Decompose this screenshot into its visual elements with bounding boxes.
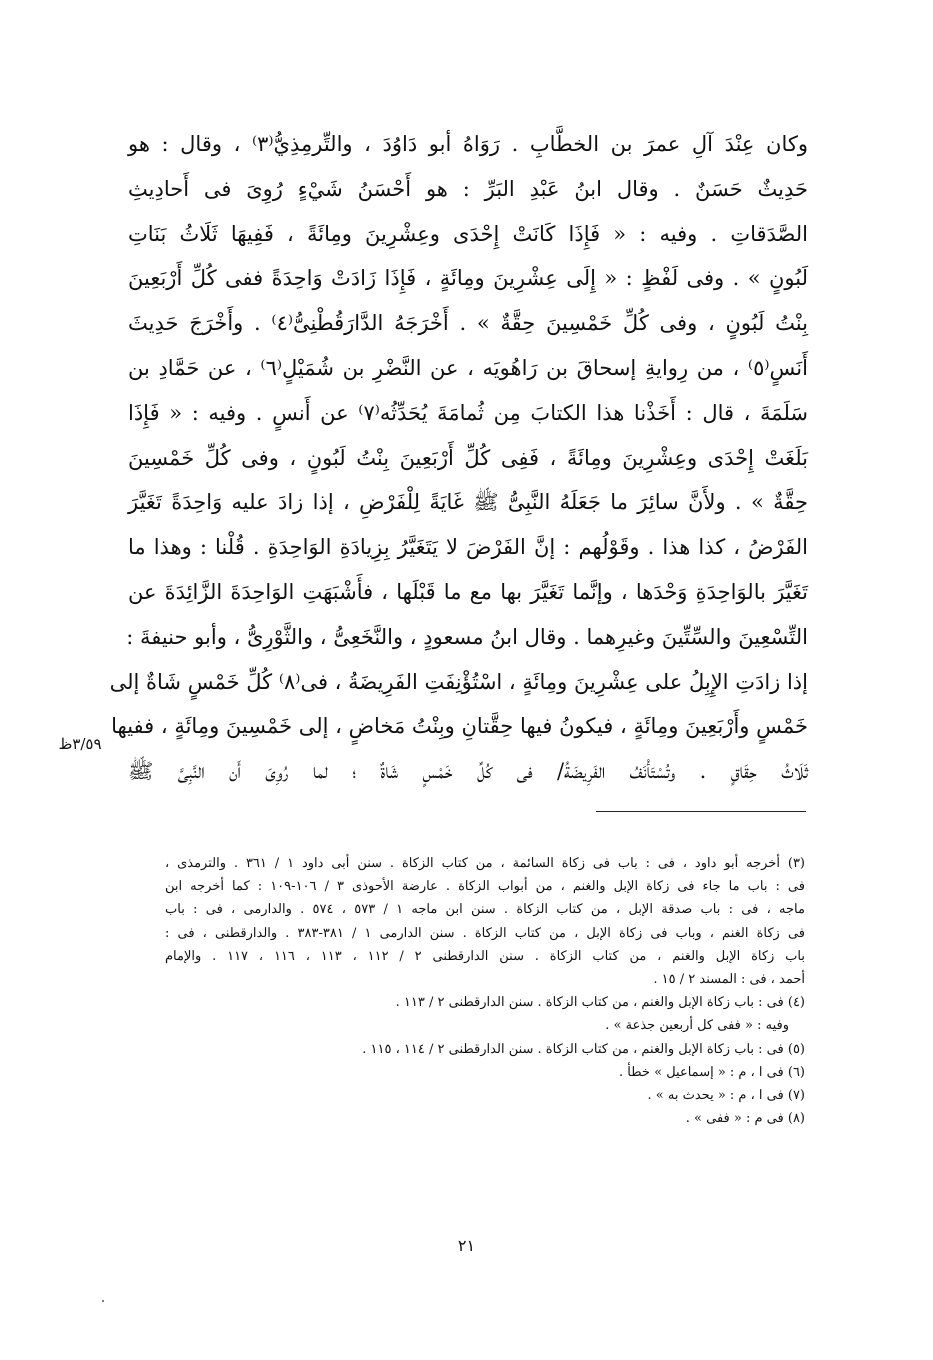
- body-line: بِنْتُ لَبُونٍ ، وفى كُلِّ خَمْسِينَ حِقَّةٌ » . أَخْرَجَهُ الدَّارَقُطْنِىُّ⁽٤⁾ . وأَخْرَجَ حَدِيثَ: [128, 311, 808, 336]
- footnote-line: (٧) فى ا ، م : « يحدث به » .: [647, 1087, 805, 1103]
- body-line: سَلَمَةَ ، قال : أَخَذْنا هذا الكتابَ مِن ثُمامَةَ يُحَدِّثُه⁽٧⁾ عن أَنسٍ . وفيه : « فَإِذَا: [128, 400, 808, 425]
- footnote-line: (٨) فى م : « ففى » .: [685, 1111, 805, 1127]
- page-number: ٢١: [457, 1236, 476, 1255]
- footnote-separator: [596, 811, 806, 812]
- footnote-line: فى : باب ما جاء فى زكاة الإبل والغنم ، من أبواب الزكاة . عارضة الأحوذى ٣ / ١٠٦-١٠٩ : كما أخرجه ابن: [165, 879, 805, 895]
- body-line: ثَلَاثُ حِقَاقٍ . وتُسْتَأْنَفُ الفَرِيضَةُ/ فى كُلِّ خَمْسٍ شَاةٌ ؛ لما رُوِىَ أَن النَّبِىَّ ﷺ: [128, 759, 808, 784]
- body-line: الصَّدَقاتِ . وفيه : « فَإِذَا كَانَتْ إِحْدَى وعِشْرِينَ ومِائَةً ، فَفِيهَا ثَلَاثُ بَنَاتِ: [128, 221, 808, 246]
- footnote-line: أحمد ، فى : المسند ٢ / ١٥ .: [653, 971, 805, 987]
- body-line: وكان عِنْدَ آلِ عمرَ بن الخطَّابِ . رَوَاهُ أبو دَاوُدَ ، والتِّرمِذِيُّ⁽٣⁾ ، وقال : هو: [128, 132, 808, 156]
- margin-folio-note: ٣/٥٩ظ: [58, 735, 102, 753]
- body-line: خَمْسٍ وأَرْبَعِينَ ومِائَةٍ ، فيكونُ فيها حِقَّتانِ وبِنْتُ مَخاضٍ ، إلى خَمْسِينَ ومِائَةٍ ، ففيها: [111, 714, 808, 739]
- body-line: لَبُونٍ » . وفى لَفْظٍ : « إِلَى عِشْرِينَ ومِائَةٍ ، فَإِذَا زَادَتْ وَاحِدَةً ففى كُلِّ أَرْبَعِينَ: [128, 266, 808, 291]
- main-text: [109, 122, 808, 794]
- body-line: حِقَّةٌ » . ولأَنَّ سائِرَ ما جَعَلَهُ النَّبِىُّ ﷺ غَايَةً لِلْفَرْضِ ، إذا زادَ عليه وَاحِدَةً تَغَيَّرَ: [128, 490, 808, 515]
- footnote-line: (٣) أخرجه أبو داود ، فى : باب فى زكاة السائمة ، من كتاب الزكاة . سنن أبى داود ١ / ٣٦١ . والترمذى ،: [165, 856, 805, 871]
- body-line: إذا زادَتِ الإِبِلُ على عِشْرِينَ ومِائَةٍ ، اسْتُؤْنِفَتِ الفَرِيضَةُ ، فى⁽٨⁾ كُلِّ خَمْسٍ شَاةٌ إلى: [109, 669, 808, 694]
- footnote-line: (٦) فى ا ، م : « إسماعيل » خطأ .: [619, 1064, 805, 1080]
- footnote-line: باب زكاة الإبل والغنم ، من كتاب الزكاة . سنن الدارقطنى ٢ / ١١٢ ، ١١٣ ، ١١٦ ، ١١٧ . والإمام: [165, 948, 805, 964]
- footnote-line: (٥) فى : باب زكاة الإبل والغنم ، من كتاب الزكاة . سنن الدارقطنى ٢ / ١١٤ ، ١١٥ .: [362, 1041, 805, 1057]
- body-line: بَلَغَتْ إِحْدَى وعِشْرِينَ ومِائَةً ، فَفِى كُلِّ أَرْبَعِينَ بِنْتُ لَبُونٍ ، وفى كُلِّ خَمْسِينَ: [128, 445, 808, 470]
- body-line: التِّسْعِينَ والسِّتِّينَ وغيرِهما . وقال ابنُ مسعودٍ ، والنَّخَعِىُّ ، والثَّوْرِىُّ ، وأبو حنيفةَ :: [126, 624, 808, 649]
- body-line: حَدِيثٌ حَسَنٌ . وقال ابنُ عَبْدِ البَرِّ : هو أَحْسَنُ شَيْءٍ رُوِىَ فى أَحادِيثِ: [128, 176, 808, 201]
- footnote-line: فى زكاة الغنم ، وباب فى زكاة الإبل ، من كتاب الزكاة . سنن الدارمى ١ / ٣٨١-٣٨٣ . والدارقطنى ، فى :: [165, 925, 805, 941]
- body-line: تَغَيَّرَ بالوَاحِدَةِ وَحْدَها ، وإنَّما تَغَيَّرَ بها مع ما قَبْلَها ، فأَشْبَهَتِ الوَاحِدَةَ الزَّائِدَةَ عن: [128, 579, 808, 604]
- footnote-line: وفيه : « ففى كل أربعين جذعة » .: [605, 1018, 789, 1034]
- body-line: الفَرْضُ ، كذا هذا . وقَوْلُهم : إنَّ الفَرْضَ لا يَتَغَيَّرُ بِزِيادَةِ الوَاحِدَةِ . قُلْنا : وهذا ما: [128, 535, 808, 560]
- body-line: أَنَسٍ⁽٥⁾ ، من رِوايةِ إسحاقَ بن رَاهُويَه ، عن النَّضْرِ بن شُمَيْلٍ⁽٦⁾ ، عن حَمَّادِ بن: [128, 355, 808, 380]
- scan-speck: [102, 1300, 104, 1302]
- footnote-line: ماجه ، فى : باب صدقة الإبل ، من كتاب الزكاة . سنن ابن ماجه ١ / ٥٧٣ ، ٥٧٤ . والدارمى ، فى : باب: [165, 902, 805, 918]
- footnotes: [165, 852, 805, 1130]
- footnote-line: (٤) فى : باب زكاة الإبل والغنم ، من كتاب الزكاة . سنن الدارقطنى ٢ / ١١٣ .: [395, 995, 805, 1011]
